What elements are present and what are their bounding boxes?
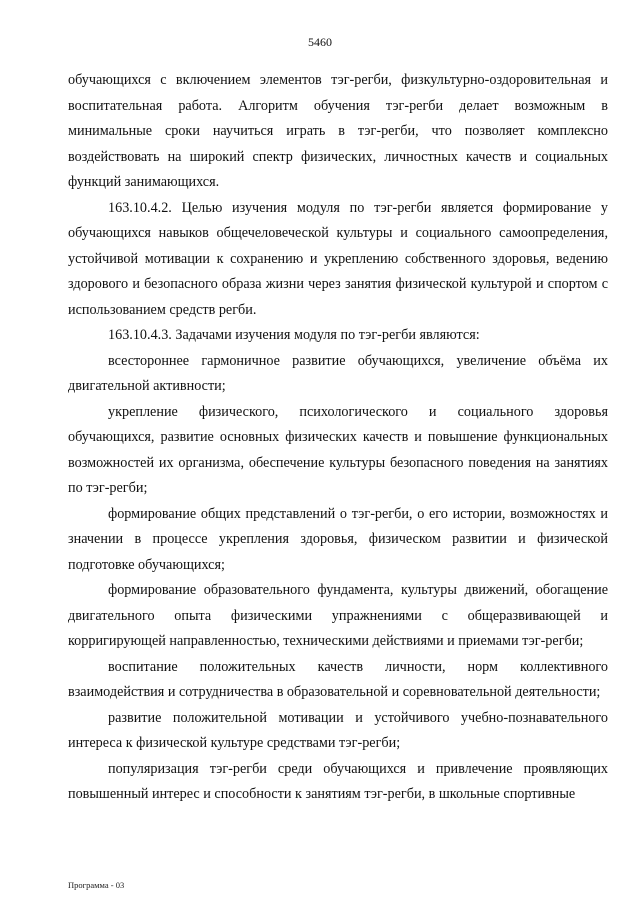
- list-item-task: воспитание положительных качеств личности, норм коллективного взаимодействия и сотрудничества в образовательной и соревновательной деятельности;: [68, 658, 608, 700]
- paragraph-continuation: обучающихся с включением элементов тэг-регби, физкультурно-оздоровительная и воспитательная работа. Алгоритм обучения тэг-регби делает возможным в минимальные сроки научиться играть в тэг-регби, что позволяет комплексно воздействовать на широкий спектр физических, личностных качеств и социальных функций занимающихся.: [68, 72, 608, 190]
- list-item-task: всестороннее гармоничное развитие обучающихся, увеличение объёма их двигательной активности;: [68, 352, 608, 394]
- document-body: [68, 68, 608, 808]
- footer-program-label: Программа - 03: [68, 880, 125, 890]
- page-number: 5460: [308, 35, 332, 49]
- paragraph-goal: 163.10.4.2. Целью изучения модуля по тэг-регби является формирование у обучающихся навыков общечеловеческой культуры и социального самоопределения, устойчивой мотивации к сохранению и укреплению собственного здоровья, ведению здорового и безопасного образа жизни через занятия физической культурой и спортом с использованием средств регби.: [68, 199, 608, 318]
- list-item-task: формирование образовательного фундамента, культуры движений, обогащение двигательного опыта физическими упражнениями с общеразвивающей и корригирующей направленностью, техническими действиями и приемами тэг-регби;: [68, 582, 608, 649]
- list-item-task: развитие положительной мотивации и устойчивого учебно-познавательного интереса к физической культуре средствами тэг-регби;: [68, 709, 608, 751]
- paragraph-tasks-heading: 163.10.4.3. Задачами изучения модуля по тэг-регби являются:: [108, 327, 480, 343]
- list-item-task: формирование общих представлений о тэг-регби, о его истории, возможностях и значении в процессе укрепления здоровья, физическом развитии и физической подготовке обучающихся;: [68, 505, 608, 573]
- list-item-task: укрепление физического, психологического и социального здоровья обучающихся, развитие основных физических качеств и повышение функциональных возможностей их организма, обеспечение культуры безопасного поведения на занятиях по тэг-регби;: [68, 403, 608, 496]
- list-item-task: популяризация тэг-регби среди обучающихся и привлечение проявляющих повышенный интерес и способности к занятиям тэг-регби, в школьные спортивные: [68, 760, 608, 802]
